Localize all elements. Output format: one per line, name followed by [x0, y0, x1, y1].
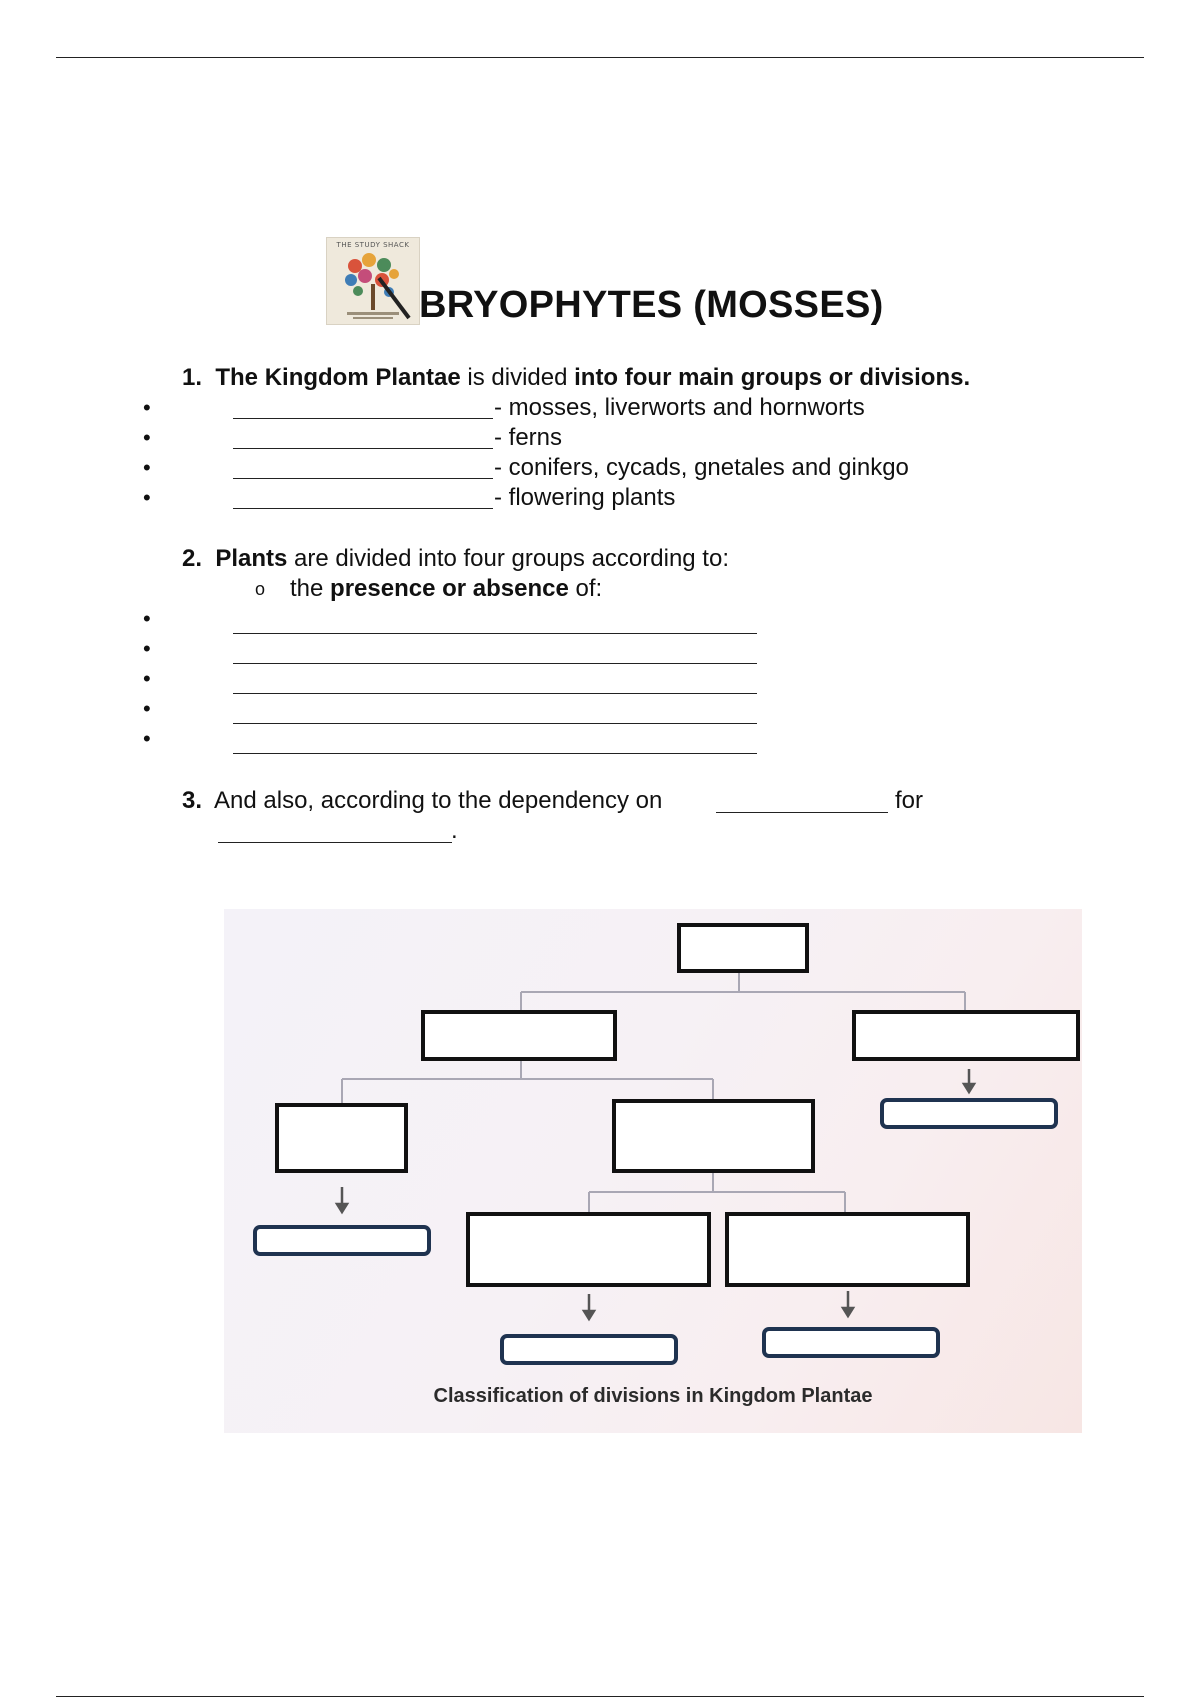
bullet: • — [143, 726, 151, 751]
diagram-caption: Classification of divisions in Kingdom Plantae — [433, 1385, 873, 1407]
answer-blank[interactable] — [233, 478, 493, 479]
bullet: • — [143, 666, 151, 691]
answer-blank[interactable] — [233, 723, 757, 724]
q2-sub-item — [290, 574, 602, 604]
top-rule — [56, 57, 1144, 58]
bullet: • — [143, 636, 151, 661]
bullet: • — [143, 696, 151, 721]
answer-blank[interactable] — [233, 508, 493, 509]
list-item: - ferns — [494, 424, 563, 451]
answer-blank[interactable] — [716, 812, 888, 813]
q1-bold-subject: The Kingdom Plantae — [215, 364, 461, 391]
bullet: • — [143, 606, 151, 631]
q1-text: is divided — [460, 364, 575, 391]
answer-blank[interactable] — [233, 418, 493, 419]
question-3 — [182, 786, 662, 816]
list-item: - flowering plants — [494, 484, 676, 511]
diagram-box-kingdom — [679, 925, 807, 971]
question-number: 2. — [182, 545, 203, 572]
diagram-answer-box-middle-right — [764, 1329, 938, 1356]
list-item: - mosses, liverworts and hornworts — [494, 394, 865, 421]
sub-bullet-marker: o — [255, 579, 266, 599]
answer-blank[interactable] — [233, 633, 757, 634]
list-item: - conifers, cycads, gnetales and ginkgo — [494, 454, 909, 481]
diagram-box-level2-left — [277, 1105, 406, 1171]
question-1 — [182, 363, 970, 393]
q3-end-period: . — [451, 817, 458, 844]
answer-blank[interactable] — [233, 448, 493, 449]
q3-text: And also, according to the dependency on — [214, 787, 663, 814]
q2-sub-text-end: of: — [568, 575, 603, 602]
classification-diagram — [224, 909, 1082, 1433]
answer-blank[interactable] — [233, 663, 757, 664]
diagram-box-level2-middle — [614, 1101, 813, 1171]
q2-bold-subject: Plants — [215, 545, 288, 572]
bullet: • — [143, 395, 151, 420]
page-title: BRYOPHYTES (MOSSES) — [419, 284, 884, 326]
diagram-answer-box-right — [882, 1100, 1056, 1127]
answer-blank[interactable] — [218, 842, 452, 843]
study-shack-logo — [326, 237, 420, 325]
bottom-rule — [56, 1696, 1144, 1697]
bullet: • — [143, 485, 151, 510]
answer-blank[interactable] — [233, 693, 757, 694]
question-2 — [182, 544, 729, 574]
bullet: • — [143, 455, 151, 480]
q2-sub-bold: presence or absence — [330, 575, 569, 602]
diagram-box-level1-right — [854, 1012, 1078, 1059]
q3-text-for: for — [895, 787, 924, 814]
tree-icon — [327, 238, 419, 324]
diagram-box-level1-left — [423, 1012, 615, 1059]
q2-text: are divided into four groups according to: — [287, 545, 729, 572]
question-number: 1. — [182, 364, 203, 391]
diagram-connectors — [224, 909, 1082, 1433]
logo-text: THE STUDY SHACK — [336, 241, 410, 249]
diagram-answer-box-left — [255, 1227, 429, 1254]
diagram-answer-box-middle-left — [502, 1336, 676, 1363]
q2-sub-text: the — [290, 575, 331, 602]
question-number: 3. — [182, 787, 203, 814]
answer-blank[interactable] — [233, 753, 757, 754]
diagram-box-level3-left — [468, 1214, 709, 1285]
bullet: • — [143, 425, 151, 450]
q1-bold-text: into four main groups or divisions. — [574, 364, 971, 391]
diagram-box-level3-right — [727, 1214, 968, 1285]
